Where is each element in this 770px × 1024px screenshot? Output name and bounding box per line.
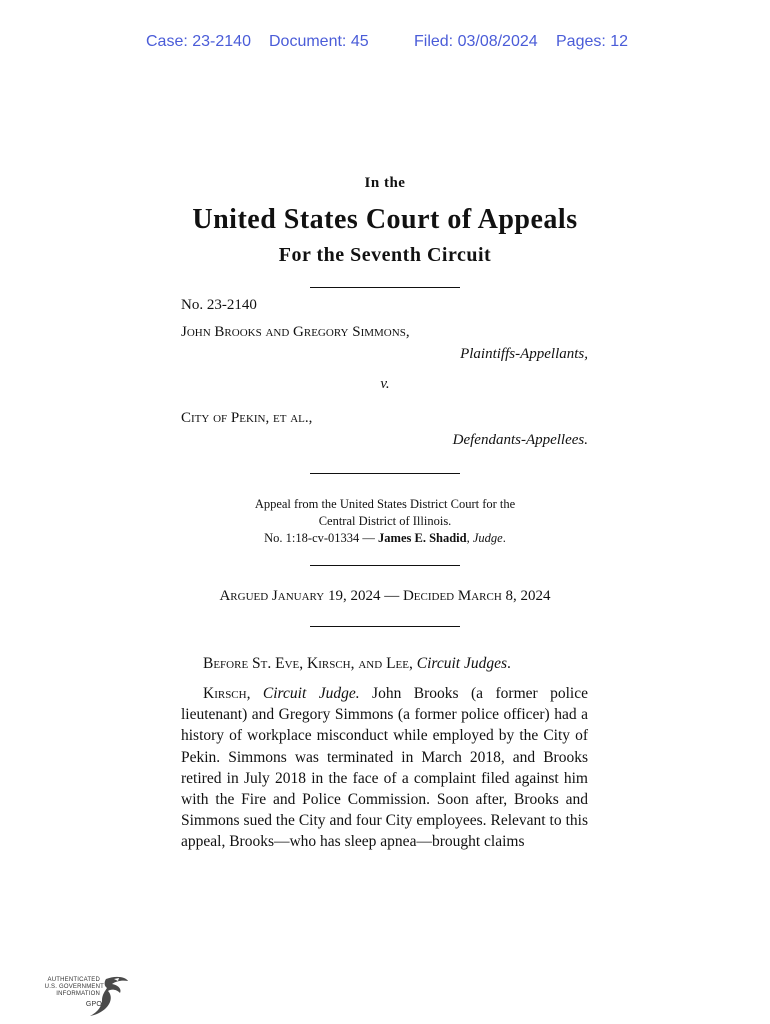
appeal-line-1: Appeal from the United States District Court for the: [254, 497, 516, 511]
divider-rule: [310, 565, 460, 566]
pages-count-stamp: Pages: 12: [556, 33, 629, 50]
appeal-line-3: [0, 530, 770, 547]
period: .: [507, 655, 511, 672]
document-number-stamp: Document: 45: [269, 33, 369, 50]
court-name-heading: United States Court of Appeals: [192, 204, 578, 235]
plaintiffs-names: John Brooks and Gregory Simmons,: [181, 324, 410, 340]
district-judge-name: James E. Shadid: [378, 531, 467, 545]
docket-number: No. 23-2140: [181, 297, 257, 313]
plaintiffs-role: Plaintiffs-Appellants,: [460, 346, 588, 362]
circuit-heading: For the Seventh Circuit: [278, 244, 492, 266]
case-number-stamp: Case: 23-2140: [146, 33, 251, 50]
opinion-author-title: , Circuit Judge.: [246, 685, 360, 702]
versus-label: v.: [380, 376, 390, 392]
logo-line-1: AUTHENTICATED: [47, 977, 100, 983]
panel-judges: Before St. Eve, Kirsch, and Lee,: [203, 655, 417, 672]
defendants-role: Defendants-Appellees.: [452, 432, 588, 448]
opinion-text: John Brooks (a former police lieutenant) and Gregory Simmons (a former police officer) had a history of workplace misconduct while employed by the City of Pekin. Simmons was terminated in March 2018, and Brooks retired in July 2018 in the face of a complaint filed against him with the Fire and Police Commission. Soon after, Brooks and Simmons sued the City and four City employees. Relevant to this appeal, Brooks—who has sleep apnea—brought claims: [181, 685, 589, 851]
gpo-authenticated-logo: [44, 975, 130, 1019]
argued-decided-dates: Argued January 19, 2024 — Decided March 8, 2024: [219, 588, 551, 604]
logo-line-2: U.S. GOVERNMENT: [44, 984, 104, 990]
appeal-line-2: Central District of Illinois.: [318, 514, 452, 528]
district-judge-title: Judge: [472, 531, 503, 545]
divider-rule: [310, 626, 460, 627]
opinion-author: Kirsch: [203, 685, 247, 702]
panel-title: Circuit Judges: [416, 655, 507, 672]
divider-rule: [310, 287, 460, 288]
eagle-icon: [44, 975, 130, 1019]
divider-rule: [310, 473, 460, 474]
defendants-names: City of Pekin, et al.,: [181, 410, 313, 426]
logo-line-3: INFORMATION: [56, 991, 100, 997]
opinion-paragraph: [181, 683, 588, 853]
period: .: [502, 531, 506, 545]
logo-line-4: GPO: [85, 1001, 102, 1008]
judge-separator: ,: [466, 531, 473, 545]
lower-court-docket: No. 1:18-cv-01334 —: [264, 531, 379, 545]
in-the-heading: In the: [364, 175, 406, 191]
filed-date-stamp: Filed: 03/08/2024: [414, 33, 538, 50]
panel-line: [203, 655, 511, 673]
